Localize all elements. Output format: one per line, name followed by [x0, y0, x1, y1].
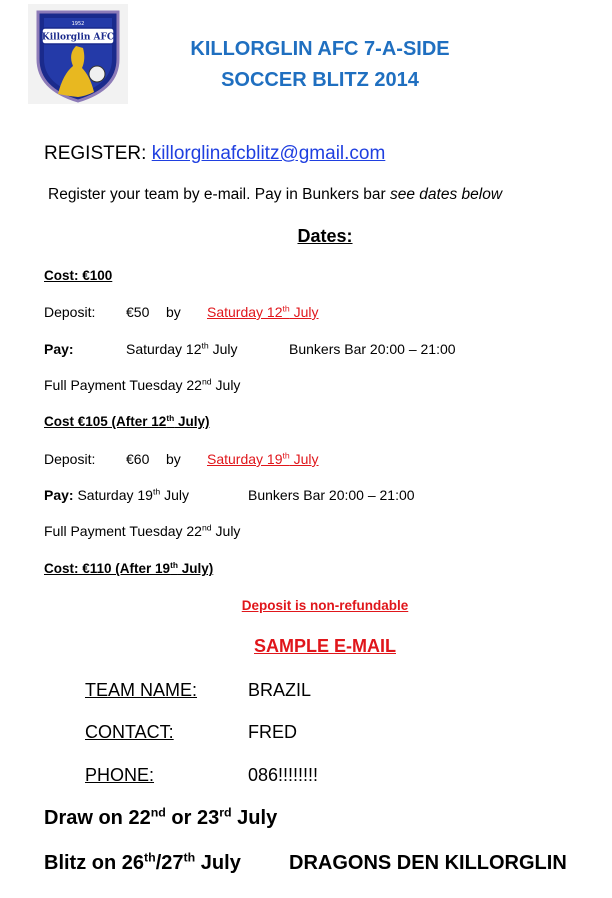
cost-105-sup: th [166, 412, 175, 423]
blitz-pre: Blitz on 26 [44, 852, 145, 874]
pay-label-2: Pay: [44, 487, 74, 503]
page-title [0, 34, 612, 96]
full-payment-2 [44, 523, 240, 539]
contact-label: CONTACT: [85, 722, 174, 742]
pay-place-2: Bunkers Bar 20:00 – 21:00 [248, 487, 415, 503]
deposit-date-1 [207, 304, 319, 320]
cost-110-text: Cost: €110 (After 19 [44, 561, 171, 576]
pay-date-month-2: July [160, 487, 189, 503]
title-line-1: KILLORGLIN AFC 7-A-SIDE [190, 38, 450, 60]
deposit-label: Deposit: [44, 304, 96, 320]
phone-value: 086!!!!!!!! [248, 765, 319, 785]
team-name-label: TEAM NAME: [85, 680, 198, 700]
deposit-date-sup: th [282, 450, 290, 461]
deposit-line-1 [44, 304, 95, 320]
title-line-2: SOCCER BLITZ 2014 [221, 69, 419, 91]
register-note-text: Register your team by e-mail. Pay in Bunkers bar [48, 186, 390, 203]
blitz-venue: DRAGONS DEN KILLORGLIN [289, 852, 567, 874]
deposit-date-text: Saturday 19 [207, 451, 283, 467]
full-payment-sup: nd [201, 376, 212, 387]
cost-110-post: July) [177, 561, 214, 576]
blitz-date-line [44, 852, 241, 875]
crest-year: 1952 [71, 21, 85, 27]
deposit-by-2: by [166, 451, 181, 467]
cost-105-text: Cost €105 (After 12 [44, 414, 167, 429]
draw-pre: Draw on 22 [44, 807, 151, 829]
pay-date-sup: th [201, 340, 209, 351]
pay-date-2: Saturday 19 [73, 487, 153, 503]
blitz-sup-2: th [183, 850, 196, 865]
dates-heading: Dates: [297, 226, 353, 246]
contact-value: FRED [248, 722, 297, 742]
team-name-value: BRAZIL [248, 680, 312, 700]
deposit-label-2: Deposit: [44, 451, 96, 467]
blitz-sup-1: th [144, 850, 156, 865]
register-email-link[interactable]: killorglinafcblitz@gmail.com [151, 143, 386, 164]
register-note-italic: see dates below [390, 186, 503, 203]
phone-label: PHONE: [85, 765, 155, 785]
deposit-date-month: July [289, 451, 319, 467]
full-payment-sup-2: nd [201, 522, 212, 533]
full-payment-month-2: July [211, 523, 241, 539]
full-payment-text-2: Full Payment Tuesday 22 [44, 523, 202, 539]
non-refundable-note: Deposit is non-refundable [241, 598, 409, 613]
pay-date-sup-2: th [152, 486, 161, 497]
deposit-date-sup: th [282, 303, 290, 314]
deposit-date-2 [207, 451, 319, 467]
cost-105-post: July) [174, 414, 210, 429]
draw-sup-2: rd [219, 805, 232, 820]
deposit-date-month: July [289, 304, 319, 320]
full-payment-text: Full Payment Tuesday 22 [44, 377, 202, 393]
pay-line-2 [44, 487, 189, 503]
sample-email-heading: SAMPLE E-MAIL [254, 636, 396, 656]
crest-text: Killorglin AFC [41, 32, 115, 43]
pay-date-1 [126, 341, 238, 357]
cost-100: Cost: €100 [44, 268, 113, 283]
pay-label-1: Pay: [44, 341, 74, 357]
pay-date-month: July [208, 341, 238, 357]
register-label: REGISTER: [44, 143, 152, 164]
blitz-post: July [195, 852, 241, 874]
draw-sup-1: nd [150, 805, 166, 820]
deposit-amount-1: €50 [126, 304, 150, 320]
pay-place-1: Bunkers Bar 20:00 – 21:00 [289, 341, 456, 357]
deposit-date-text: Saturday 12 [207, 304, 283, 320]
draw-post: July [231, 807, 278, 829]
full-payment-month: July [211, 377, 241, 393]
full-payment-1 [44, 377, 240, 393]
blitz-mid: /27 [155, 852, 184, 874]
pay-date-text: Saturday 12 [126, 341, 202, 357]
cost-110-sup: th [170, 559, 178, 570]
register-line [44, 143, 385, 165]
draw-mid: or 23 [165, 807, 220, 829]
register-note [48, 186, 502, 204]
deposit-amount-2: €60 [126, 451, 150, 467]
cost-105 [44, 414, 209, 429]
draw-date-line [44, 807, 277, 830]
cost-110 [44, 561, 213, 576]
deposit-by-1: by [166, 304, 181, 320]
